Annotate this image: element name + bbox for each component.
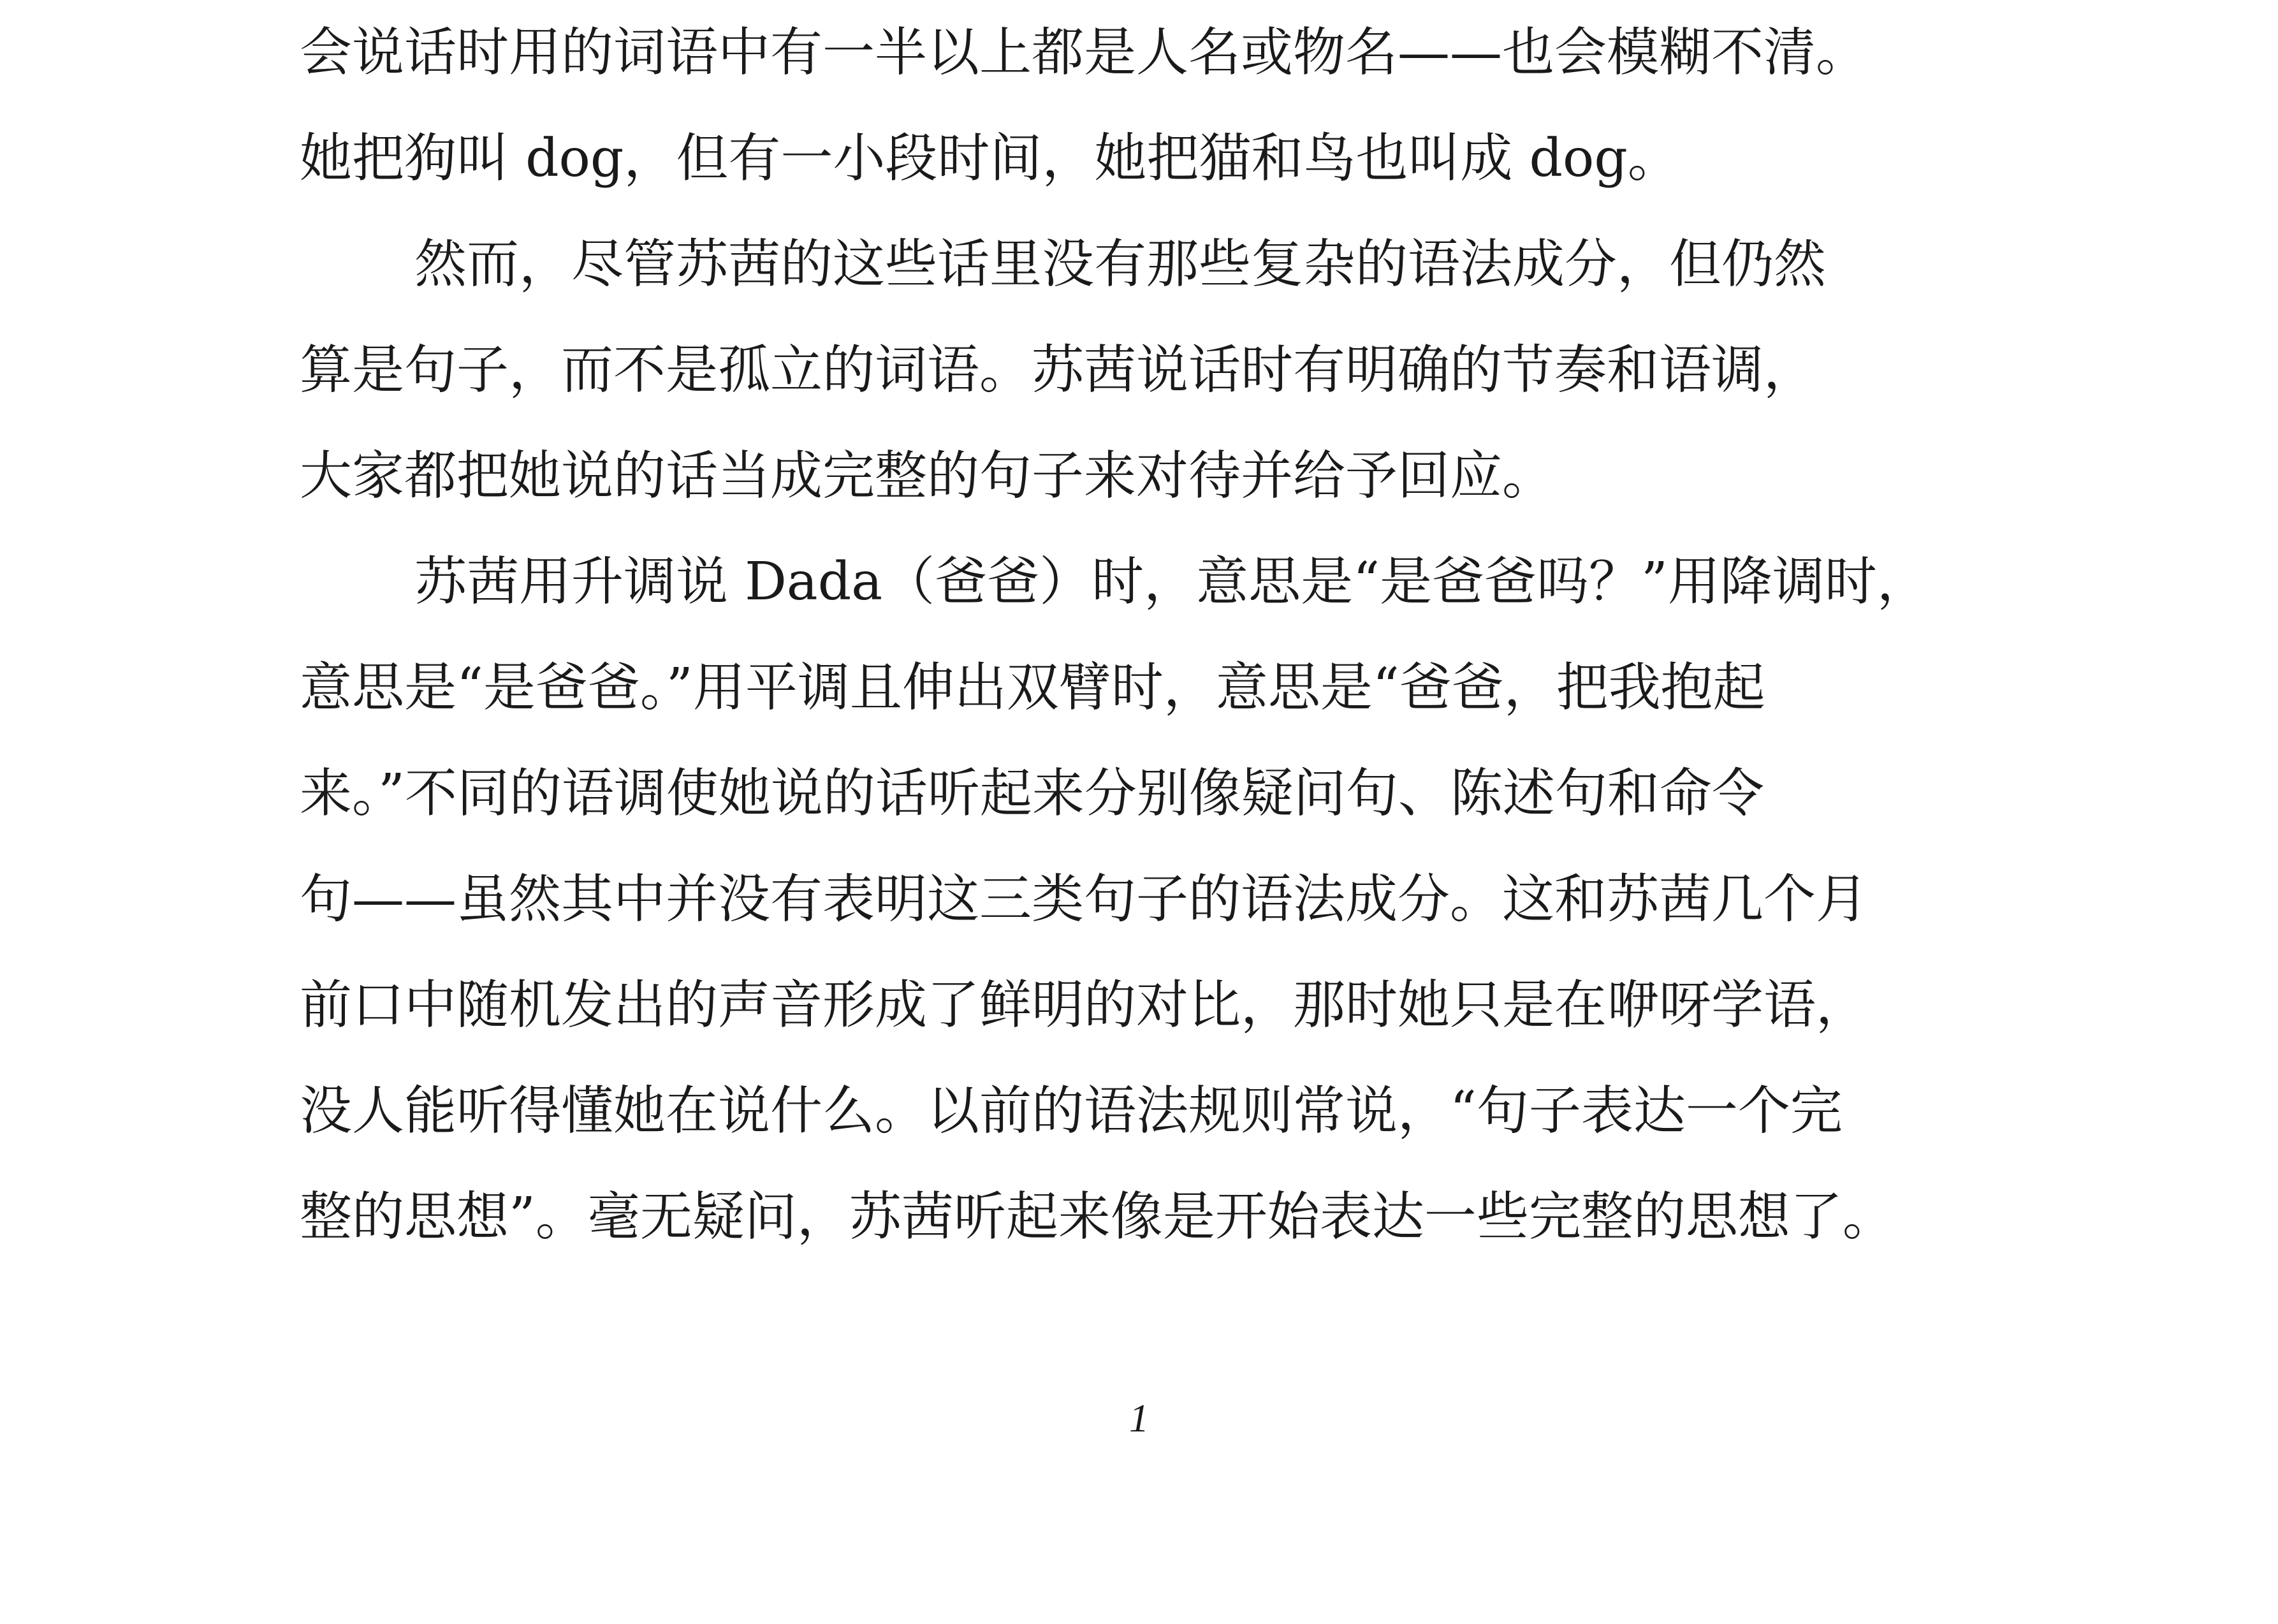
text-line: 会说话时用的词语中有一半以上都是人名或物名——也会模糊不清。 [300,22,1869,83]
text-line: 整的思想”。毫无疑问，苏茜听起来像是开始表达一些完整的思想了。 [300,1187,1895,1247]
text-line: 来。”不同的语调使她说的话听起来分别像疑问句、陈述句和命令 [300,763,1764,824]
text-line: 前口中随机发出的声音形成了鲜明的对比，那时她只是在咿呀学语， [300,975,1869,1035]
text-line: 没人能听得懂她在说什么。以前的语法规则常说，“句子表达一个完 [300,1081,1843,1141]
text-line: 意思是“是爸爸。”用平调且伸出双臂时，意思是“爸爸，把我抱起 [300,657,1765,718]
paragraph-start-line: 苏茜用升调说 Dada（爸爸）时，意思是“是爸爸吗？”用降调时， [414,552,1929,612]
page-number: 1 [1129,1397,1149,1440]
body-text [300,0,1996,1270]
text-line: 大家都把她说的话当成完整的句子来对待并给予回应。 [300,446,1555,506]
paragraph-start-line: 然而，尽管苏茜的这些话里没有那些复杂的语法成分，但仍然 [414,234,1827,295]
text-line: 算是句子，而不是孤立的词语。苏茜说话时有明确的节奏和语调， [300,340,1816,400]
text-line: 句——虽然其中并没有表明这三类句子的语法成分。这和苏茜几个月 [300,869,1869,930]
text-line: 她把狗叫 dog，但有一小段时间，她把猫和鸟也叫成 dog。 [300,128,1680,189]
